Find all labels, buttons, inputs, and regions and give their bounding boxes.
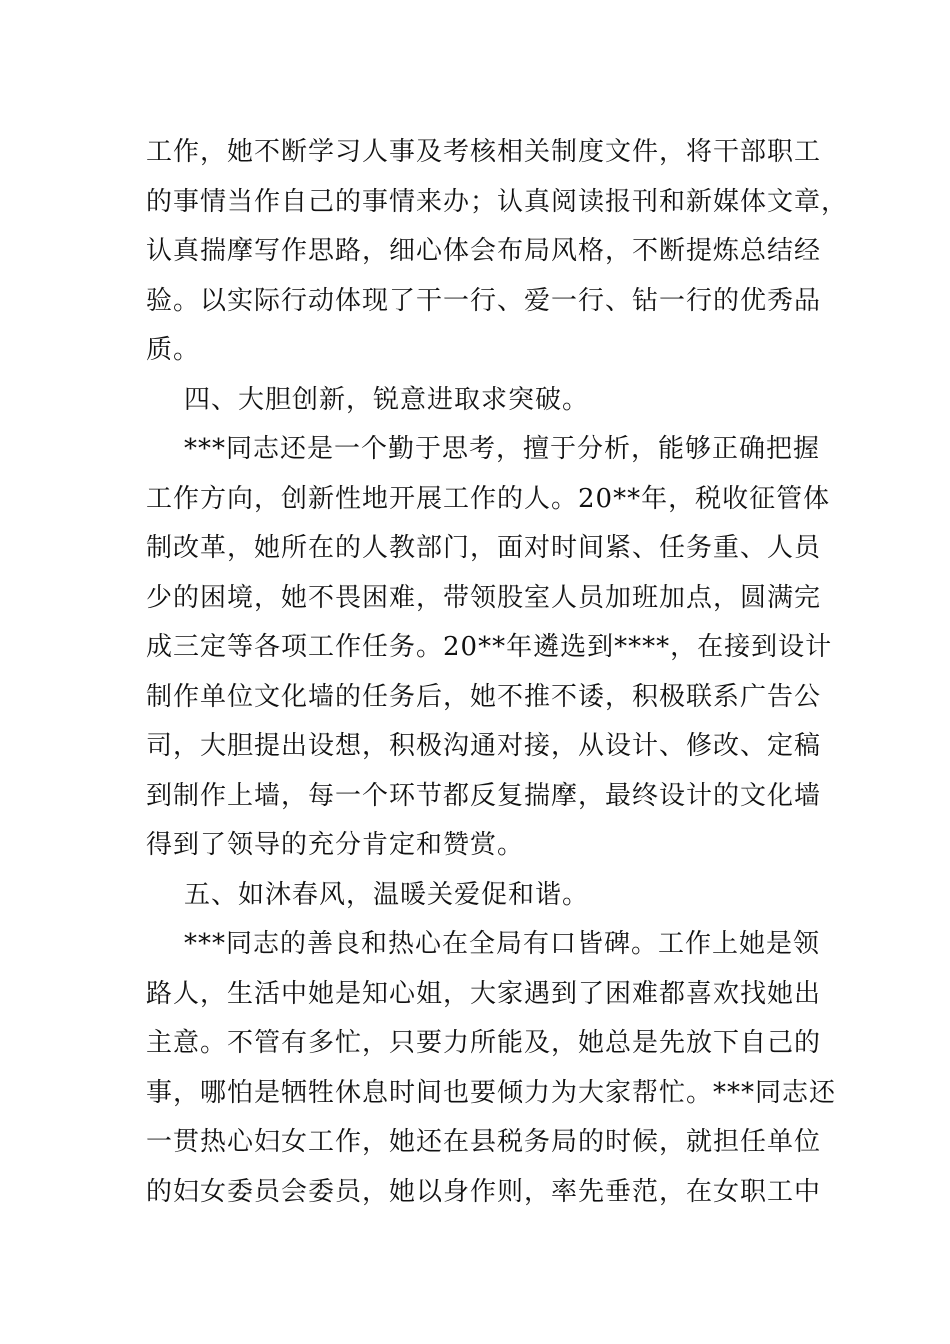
text-line: 主意。不管有多忙，只要力所能及，她总是先放下自己的	[146, 1028, 822, 1058]
text-line: 质。	[146, 335, 201, 365]
text-line: 的事情当作自己的事情来办；认真阅读报刊和新媒体文章，	[146, 186, 849, 217]
text-line: 验。以实际行动体现了干一行、爱一行、钻一行的优秀品	[146, 285, 822, 316]
text-line: 制改革，她所在的人教部门，面对时间紧、任务重、人员	[146, 533, 822, 563]
text-line: ***同志还是一个勤于思考，擅于分析，能够正确把握	[184, 434, 821, 464]
text-line: ***同志的善良和热心在全局有口皆碑。工作上她是领	[184, 929, 821, 959]
text-line: 工作方向，创新性地开展工作的人。20**年，税收征管体	[146, 483, 831, 514]
text-line: 司，大胆提出设想，积极沟通对接，从设计、修改、定稿	[146, 731, 822, 761]
text-line: 到制作上墙，每一个环节都反复揣摩，最终设计的文化墙	[146, 780, 822, 811]
text-line: 一贯热心妇女工作，她还在县税务局的时候，就担任单位	[146, 1127, 822, 1157]
body-text	[146, 128, 849, 1217]
text-line: 事，哪怕是牺牲休息时间也要倾力为大家帮忙。***同志还	[146, 1077, 837, 1108]
text-line: 工作，她不断学习人事及考核相关制度文件，将干部职工	[146, 137, 822, 167]
section-heading: 五、如沐春风，温暖关爱促和谐。	[184, 879, 590, 910]
text-line: 路人，生活中她是知心姐，大家遇到了困难都喜欢找她出	[146, 978, 822, 1009]
text-line: 得到了领导的充分肯定和赞赏。	[146, 830, 525, 860]
text-line: 少的困境，她不畏困难，带领股室人员加班加点，圆满完	[146, 582, 822, 613]
section-heading: 四、大胆创新，锐意进取求突破。	[184, 384, 590, 415]
text-line: 成三定等各项工作任务。20**年遴选到****，在接到设计	[146, 632, 833, 662]
text-line: 制作单位文化墙的任务后，她不推不诿，积极联系广告公	[146, 681, 822, 712]
text-line: 认真揣摩写作思路，细心体会布局风格，不断提炼总结经	[146, 236, 822, 266]
text-line: 的妇女委员会委员，她以身作则，率先垂范，在女职工中	[146, 1176, 822, 1207]
